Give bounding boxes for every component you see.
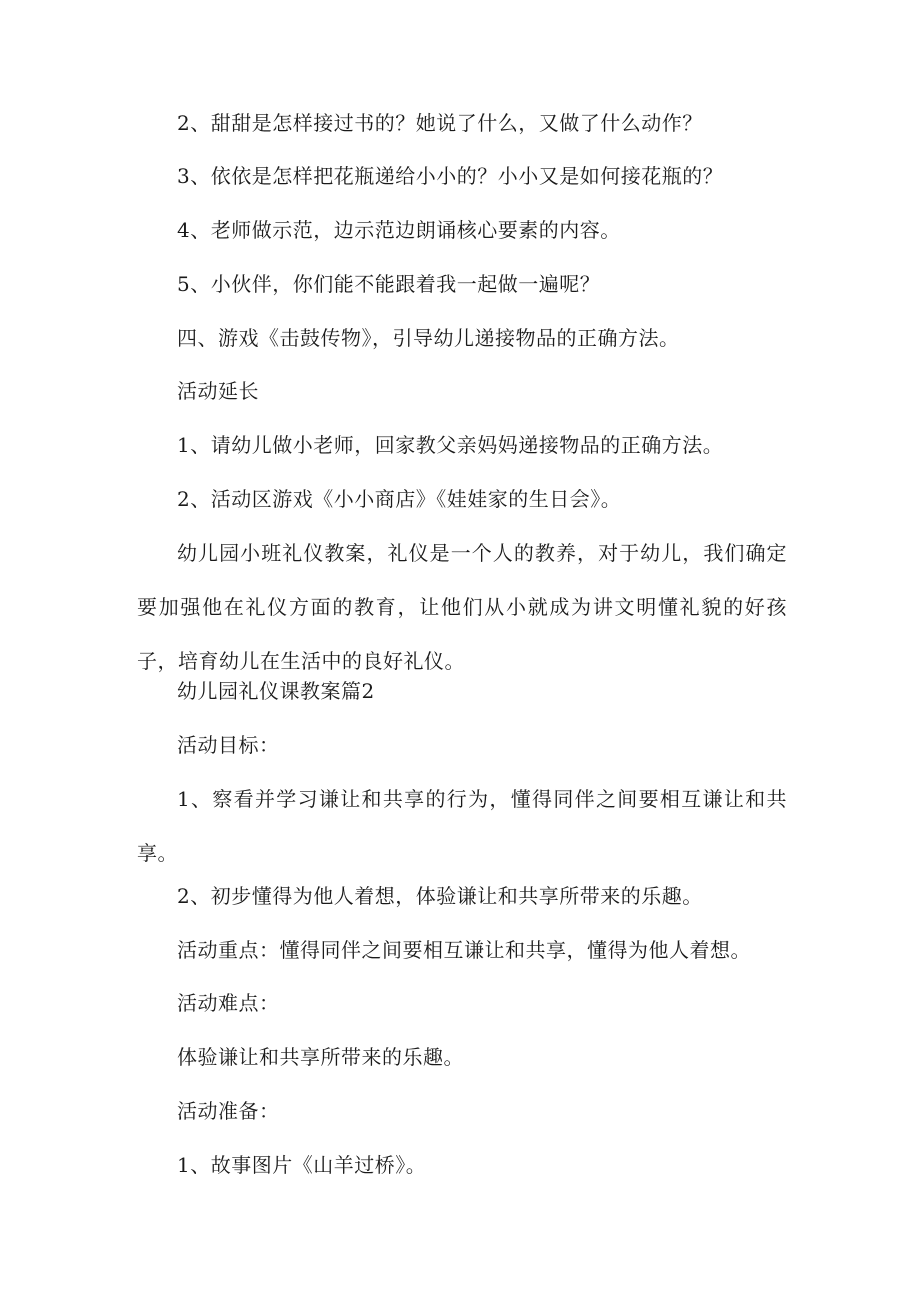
heading-activity-extension: 活动延长 [177,379,259,403]
paragraph-section-four: 四、游戏《击鼓传物》，引导幼儿递接物品的正确方法。 [177,326,680,350]
heading-activity-preparation: 活动准备： [177,1099,280,1123]
heading-activity-difficulty: 活动难点： [177,991,280,1015]
section-title-lesson-2: 幼儿园礼仪课教案篇2 [177,679,375,703]
summary-paragraph: 幼儿园小班礼仪教案，礼仪是一个人的教养，对于幼儿，我们确定要加强他在礼仪方面的教育，让他们从小就成为讲文明懂礼貌的好孩子，培育幼儿在生活中的良好礼仪。 [137,541,787,673]
difficulty-text: 体验谦让和共享所带来的乐趣。 [177,1045,464,1069]
heading-activity-goals: 活动目标： [177,733,280,757]
paragraph-item-2: 2、甜甜是怎样接过书的？她说了什么，又做了什么动作？ [177,111,703,135]
paragraph-item-3: 3、依依是怎样把花瓶递给小小的？小小又是如何接花瓶的？ [177,164,724,188]
paragraph-item-5: 5、小伙伴，你们能不能跟着我一起做一遍呢？ [177,272,601,296]
goal-item-1: 1、察看并学习谦让和共享的行为，懂得同伴之间要相互谦让和共享。 [137,787,787,865]
paragraph-item-4: 4、老师做示范，边示范边朗诵核心要素的内容。 [177,218,621,242]
goal-item-2: 2、初步懂得为他人着想，体验谦让和共享所带来的乐趣。 [177,884,703,908]
activity-key-point: 活动重点：懂得同伴之间要相互谦让和共享，懂得为他人着想。 [177,938,751,962]
extension-item-1: 1、请幼儿做小老师，回家教父亲妈妈递接物品的正确方法。 [177,433,724,457]
preparation-item-1: 1、故事图片《山羊过桥》。 [177,1153,427,1177]
extension-item-2: 2、活动区游戏《小小商店》《娃娃家的生日会》。 [177,487,622,511]
